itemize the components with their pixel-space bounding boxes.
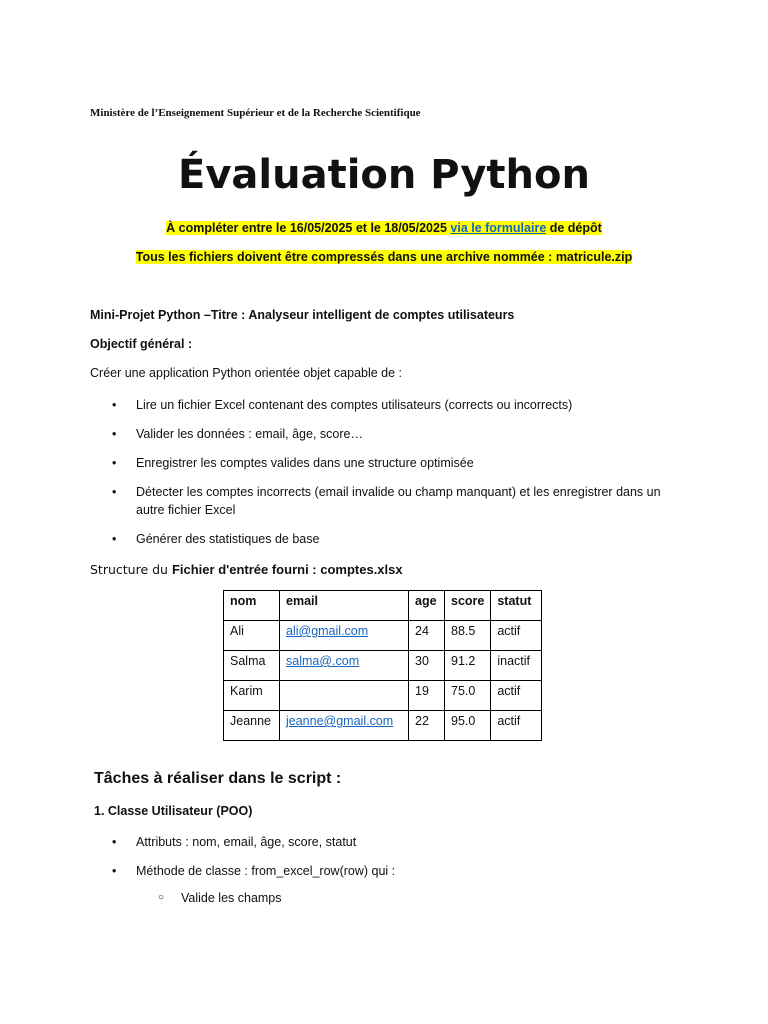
objective-heading: Objectif général :: [90, 337, 193, 351]
cell-score: 75.0: [445, 681, 491, 711]
cell-email: [280, 711, 409, 741]
cell-age: 30: [409, 651, 445, 681]
list-item: • Méthode de classe : from_excel_row(row) qui :: [112, 864, 396, 878]
cell-nom: Karim: [224, 681, 280, 711]
cell-statut: actif: [491, 681, 542, 711]
bullet-icon: •: [112, 485, 117, 499]
table-header-row: [224, 591, 542, 621]
cell-score: 88.5: [445, 621, 491, 651]
list-item: • Lire un fichier Excel contenant des comptes utilisateurs (corrects ou incorrects): [112, 398, 573, 412]
cell-score: 91.2: [445, 651, 491, 681]
structure-label: Fichier d'entrée fourni : comptes.xlsx: [171, 562, 403, 577]
bullet-icon: •: [112, 398, 117, 412]
cell-nom: Jeanne: [224, 711, 280, 741]
form-link[interactable]: via le formulaire: [450, 221, 547, 235]
list-item: • Enregistrer les comptes valides dans une structure optimisée: [112, 456, 474, 470]
table-row: [224, 621, 542, 651]
objective-text: Créer une application Python orientée objet capable de :: [90, 366, 403, 380]
bullet-icon: •: [112, 835, 117, 849]
cell-statut: actif: [491, 621, 542, 651]
tasks-list: [90, 833, 690, 891]
cell-statut: actif: [491, 711, 542, 741]
section-heading-classe: 1. Classe Utilisateur (POO): [94, 804, 253, 818]
cell-email: [280, 651, 409, 681]
structure-prefix: Structure du: [90, 562, 172, 577]
column-header: nom: [224, 591, 280, 621]
deadline-text-after: de dépôt: [546, 221, 602, 235]
archive-banner: [0, 250, 768, 264]
list-item: • Attributs : nom, email, âge, score, statut: [112, 835, 357, 849]
deadline-text-before: À compléter entre le 16/05/2025 et le 18/05/2025: [166, 221, 451, 235]
cell-email: [280, 681, 409, 711]
list-item: • Générer des statistiques de base: [112, 532, 320, 546]
cell-email: [280, 621, 409, 651]
cell-age: 24: [409, 621, 445, 651]
cell-score: 95.0: [445, 711, 491, 741]
table-row: [224, 711, 542, 741]
bullet-icon: •: [112, 532, 117, 546]
table-row: [224, 681, 542, 711]
ministry-header: Ministère de l’Enseignement Supérieur et de la Recherche Scientifique: [90, 107, 421, 119]
archive-instruction: Tous les fichiers doivent être compressés dans une archive nommée : matricule.zip: [135, 250, 633, 264]
circle-bullet-icon: ○: [158, 892, 165, 903]
cell-age: 22: [409, 711, 445, 741]
column-header: score: [445, 591, 491, 621]
list-item: • Détecter les comptes incorrects (email invalide ou champ manquant) et les enregistrer dans un autre fichier Excel: [112, 485, 661, 517]
column-header: statut: [491, 591, 542, 621]
bullet-icon: •: [112, 456, 117, 470]
page-title: Évaluation Python: [178, 152, 590, 198]
cell-nom: Ali: [224, 621, 280, 651]
objectives-list: [90, 396, 690, 559]
bullet-icon: •: [112, 427, 117, 441]
structure-heading: [90, 562, 403, 577]
column-header: email: [280, 591, 409, 621]
cell-nom: Salma: [224, 651, 280, 681]
document-page: Ministère de l’Enseignement Supérieur et de la Recherche Scientifique Évaluation Python À compléter entre le 16/05/2025 et le 18/05/2025 via le formulaire de dépôt Tous les fichiers doivent être compressés dans une archive nommée : matricule.zip Mini-Projet Python –Titre : Analyseur intelligent de comptes utilisateurs Objectif général : Créer une application Python orientée objet capable de : • Lire un fichier Excel contenant des comptes utilisateurs (corrects ou incorrects) • Valider les données : email, âge, score… • Enregistrer les comptes valides dans une structure optimisée • Détecter les comptes incorrects (email invalide ou champ manquant) et les enregistrer dans un autre fichier Excel • Générer des statistiques de base Structure du Fichier d'entrée fourni : comptes.xlsx nom email age score statut Ali ali@gmail.com 24 88.5 actif Salma salma@.com 30 91.2 inactif Karim 19 75.0 actif Jeanne jeanne@gmail.com 22 95.0 actif Tâches à réaliser dans le script : 1. Classe Utilisateur (POO) • Attributs : nom, email, âge, score, statut • Méthode de classe : from_excel_row(row) qui : ○ Valide les champs: [0, 0, 768, 1024]
project-title: Mini-Projet Python –Titre : Analyseur intelligent de comptes utilisateurs: [90, 308, 515, 322]
list-item: • Valider les données : email, âge, score…: [112, 427, 363, 441]
email-link[interactable]: salma@.com: [286, 654, 360, 668]
email-link[interactable]: jeanne@gmail.com: [286, 714, 394, 728]
cell-statut: inactif: [491, 651, 542, 681]
deadline-banner: [0, 221, 768, 235]
accounts-table: [223, 590, 542, 741]
email-link[interactable]: ali@gmail.com: [286, 624, 369, 638]
tasks-heading: Tâches à réaliser dans le script :: [94, 770, 342, 787]
cell-age: 19: [409, 681, 445, 711]
bullet-icon: •: [112, 864, 117, 878]
table-row: [224, 651, 542, 681]
column-header: age: [409, 591, 445, 621]
